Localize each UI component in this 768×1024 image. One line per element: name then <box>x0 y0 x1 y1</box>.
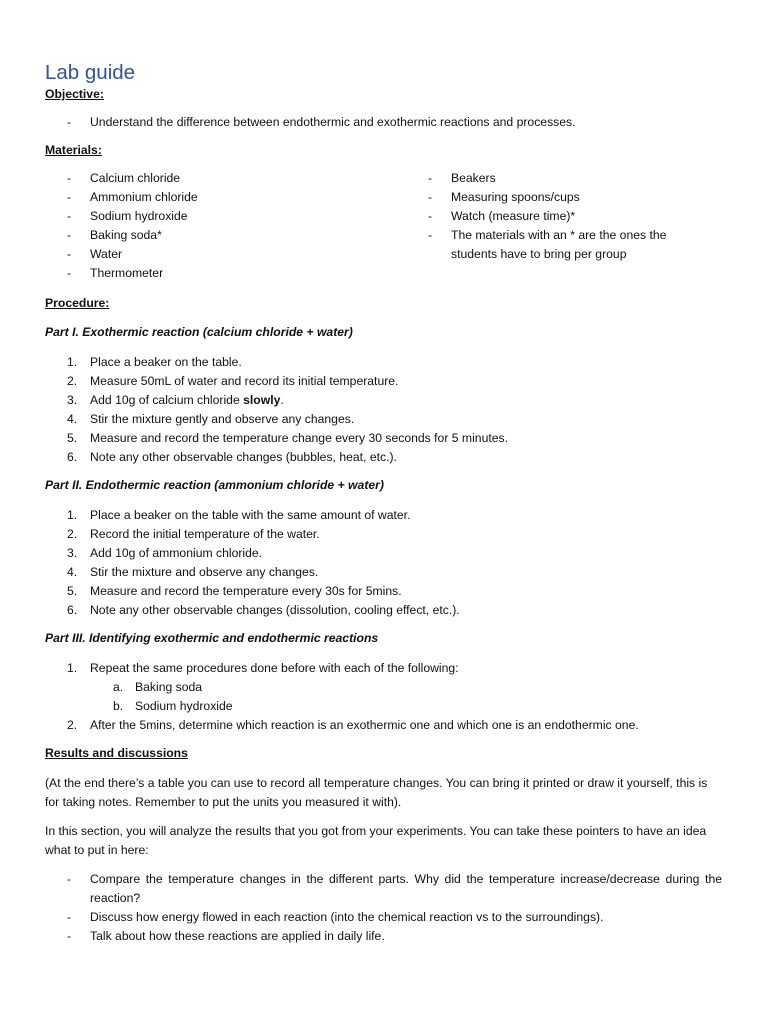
dash-marker: - <box>67 115 72 129</box>
results-intro-paragraph: In this section, you will analyze the results that you got from your experiments. You can take these pointers to have an idea what to put in here: <box>45 824 707 857</box>
part1-heading: Part I. Exothermic reaction (calcium chloride + water) <box>45 325 353 339</box>
step-number: 1. <box>67 661 78 675</box>
step-number: 3. <box>67 393 78 407</box>
list-item <box>45 245 406 264</box>
part3-subitems <box>45 678 722 716</box>
list-item <box>45 391 722 410</box>
list-item <box>45 908 722 927</box>
part2-heading: Part II. Endothermic reaction (ammonium chloride + water) <box>45 478 384 492</box>
step-emphasis: slowly <box>243 393 281 407</box>
material-item: Thermometer <box>90 266 164 280</box>
list-item <box>45 601 722 620</box>
dash-marker: - <box>67 247 72 261</box>
list-item <box>45 113 722 132</box>
dash-marker: - <box>428 190 433 204</box>
dash-marker: - <box>67 910 72 924</box>
step-number: 2. <box>67 527 78 541</box>
step-text: Measure and record the temperature every 30s for 5mins. <box>90 584 402 598</box>
sub-item-text: Baking soda <box>135 680 203 694</box>
document-title: Lab guide <box>45 61 136 84</box>
list-item <box>45 525 722 544</box>
material-item: Watch (measure time)* <box>451 209 576 223</box>
list-item <box>45 697 722 716</box>
dash-marker: - <box>428 209 433 223</box>
materials-list-left <box>45 169 406 283</box>
step-number: 1. <box>67 508 78 522</box>
step-number: 6. <box>67 450 78 464</box>
step-number: 5. <box>67 584 78 598</box>
pointer-text: Talk about how these reactions are applied in daily life. <box>90 929 385 943</box>
material-item: Calcium chloride <box>90 171 181 185</box>
step-text: Place a beaker on the table. <box>90 355 242 369</box>
list-item <box>45 506 722 525</box>
step-number: 4. <box>67 412 78 426</box>
results-pointers <box>45 870 722 946</box>
step-text: Repeat the same procedures done before with each of the following: <box>90 661 459 675</box>
material-item: Ammonium chloride <box>90 190 198 204</box>
step-text: Record the initial temperature of the water. <box>90 527 320 541</box>
objective-heading: Objective: <box>45 87 104 101</box>
step-number: 5. <box>67 431 78 445</box>
pointer-text: Compare the temperature changes in the different parts. Why did the temperature increase/decrease during the reaction? <box>90 872 722 905</box>
step-text: Note any other observable changes (dissolution, cooling effect, etc.). <box>90 603 460 617</box>
material-item: Measuring spoons/cups <box>451 190 580 204</box>
list-item <box>406 169 722 188</box>
step-text: Note any other observable changes (bubbles, heat, etc.). <box>90 450 397 464</box>
step-text: Measure and record the temperature change every 30 seconds for 5 minutes. <box>90 431 508 445</box>
step-number: 1. <box>67 355 78 369</box>
sub-item-text: Sodium hydroxide <box>135 699 233 713</box>
material-item: Baking soda* <box>90 228 162 242</box>
part3-steps <box>45 659 722 678</box>
part2-steps <box>45 506 722 620</box>
part1-steps <box>45 353 722 467</box>
material-item: Water <box>90 247 123 261</box>
objective-text: Understand the difference between endothermic and exothermic reactions and processes. <box>90 115 576 129</box>
materials-columns <box>45 169 722 283</box>
step-number: 4. <box>67 565 78 579</box>
objective-list <box>45 113 722 132</box>
step-number: 3. <box>67 546 78 560</box>
step-text: Measure 50mL of water and record its initial temperature. <box>90 374 399 388</box>
results-note-paragraph: (At the end there’s a table you can use to record all temperature changes. You can bring it printed or draw it yourself, this is for taking notes. Remember to put the units you measured it with). <box>45 776 708 809</box>
dash-marker: - <box>67 209 72 223</box>
step-text: Stir the mixture and observe any changes. <box>90 565 319 579</box>
list-item <box>45 563 722 582</box>
list-item <box>45 410 722 429</box>
pointer-text: Discuss how energy flowed in each reaction (into the chemical reaction vs to the surroundings). <box>90 910 604 924</box>
list-item <box>45 264 406 283</box>
list-item <box>45 659 722 678</box>
dash-marker: - <box>67 228 72 242</box>
step-text-end: . <box>280 393 284 407</box>
list-item <box>45 188 406 207</box>
material-item: Beakers <box>451 171 496 185</box>
list-item <box>45 448 722 467</box>
list-item <box>45 353 722 372</box>
dash-marker: - <box>67 872 72 886</box>
step-text: Place a beaker on the table with the same amount of water. <box>90 508 411 522</box>
list-item <box>45 716 722 735</box>
procedure-heading: Procedure: <box>45 296 110 310</box>
list-item <box>45 927 722 946</box>
dash-marker: - <box>67 266 72 280</box>
list-item <box>406 207 722 226</box>
list-item <box>45 582 722 601</box>
dash-marker: - <box>428 171 433 185</box>
material-note: The materials with an * are the ones the students have to bring per group <box>451 228 667 261</box>
list-item <box>406 188 722 207</box>
sub-letter: a. <box>113 680 124 694</box>
list-item <box>45 870 722 908</box>
list-item <box>45 169 406 188</box>
step-text: Stir the mixture gently and observe any changes. <box>90 412 355 426</box>
step-number: 2. <box>67 374 78 388</box>
document-page <box>45 60 722 946</box>
list-item <box>45 544 722 563</box>
list-item <box>45 372 722 391</box>
material-item: Sodium hydroxide <box>90 209 188 223</box>
dash-marker: - <box>67 190 72 204</box>
sub-letter: b. <box>113 699 124 713</box>
part3-steps-cont <box>45 716 722 735</box>
step-text: Add 10g of calcium chloride <box>90 393 244 407</box>
materials-list-right <box>406 169 722 264</box>
step-number: 2. <box>67 718 78 732</box>
list-item <box>45 678 722 697</box>
list-item <box>45 429 722 448</box>
dash-marker: - <box>428 228 433 242</box>
list-item <box>45 226 406 245</box>
materials-heading: Materials: <box>45 143 102 157</box>
results-heading: Results and discussions <box>45 746 188 760</box>
list-item <box>406 226 722 264</box>
list-item <box>45 207 406 226</box>
dash-marker: - <box>67 171 72 185</box>
step-text: After the 5mins, determine which reaction is an exothermic one and which one is an endothermic one. <box>90 718 639 732</box>
part3-heading: Part III. Identifying exothermic and endothermic reactions <box>45 631 379 645</box>
step-number: 6. <box>67 603 78 617</box>
step-text: Add 10g of ammonium chloride. <box>90 546 263 560</box>
dash-marker: - <box>67 929 72 943</box>
